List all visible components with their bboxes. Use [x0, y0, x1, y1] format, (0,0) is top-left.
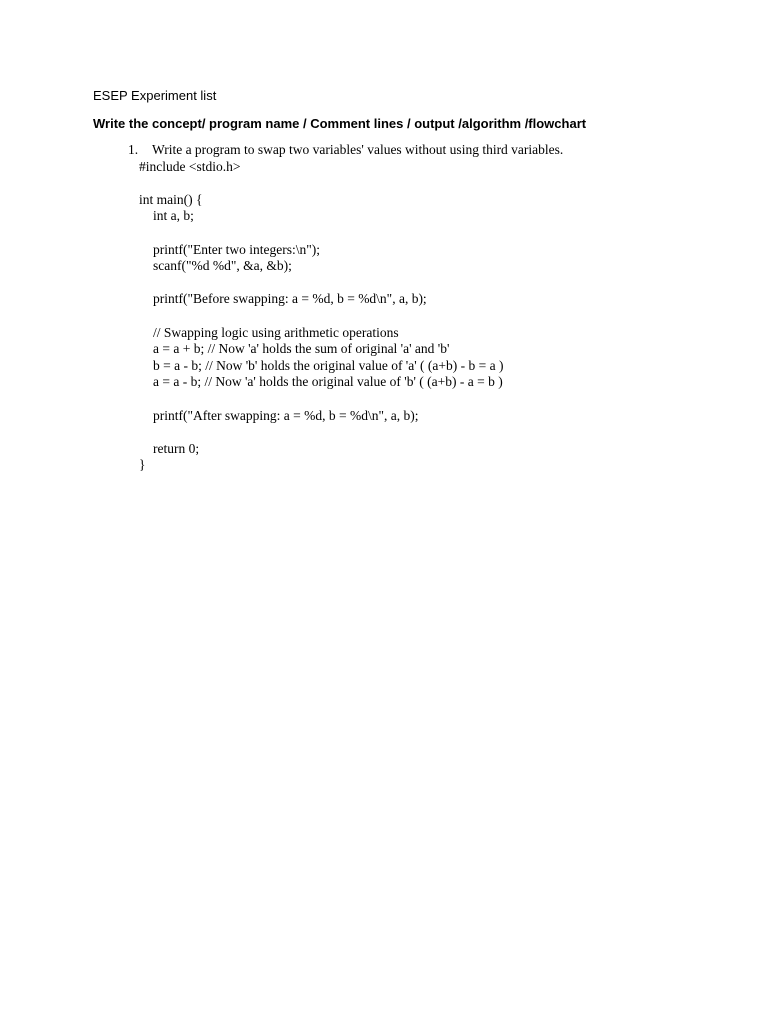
code-line: printf("After swapping: a = %d, b = %d\n", a, b);	[153, 407, 419, 423]
code-line: return 0;	[153, 440, 200, 456]
item-number: 1.	[128, 142, 139, 157]
document-title: ESEP Experiment list	[93, 88, 217, 103]
code-line	[139, 225, 748, 242]
code-line: a = a - b; // Now 'a' holds the original value of 'b' ( (a+b) - a = b )	[153, 374, 503, 390]
code-line: a = a + b; // Now 'a' holds the sum of original 'a' and 'b'	[153, 341, 450, 357]
code-line: printf("Enter two integers:\n");	[153, 241, 320, 257]
code-line: // Swapping logic using arithmetic operations	[153, 324, 399, 340]
experiment-item-header	[128, 142, 748, 159]
code-line: printf("Before swapping: a = %d, b = %d\n", a, b);	[153, 291, 427, 307]
code-line: scanf("%d %d", &a, &b);	[153, 258, 292, 274]
code-line: #include <stdio.h>	[139, 158, 241, 174]
experiment-item-1	[128, 142, 748, 474]
code-line: }	[139, 457, 146, 473]
document-instructions: Write the concept/ program name / Comment lines / output /algorithm /flowchart	[93, 116, 587, 131]
code-line	[139, 308, 748, 325]
code-line	[139, 391, 748, 408]
code-listing	[128, 159, 748, 474]
item-description: Write a program to swap two variables' values without using third variables.	[152, 142, 564, 157]
code-line	[139, 175, 748, 192]
code-line	[139, 275, 748, 292]
code-line: int main() {	[139, 191, 203, 207]
code-line: b = a - b; // Now 'b' holds the original value of 'a' ( (a+b) - b = a )	[153, 357, 504, 373]
code-line	[139, 424, 748, 441]
code-line: int a, b;	[153, 208, 194, 224]
